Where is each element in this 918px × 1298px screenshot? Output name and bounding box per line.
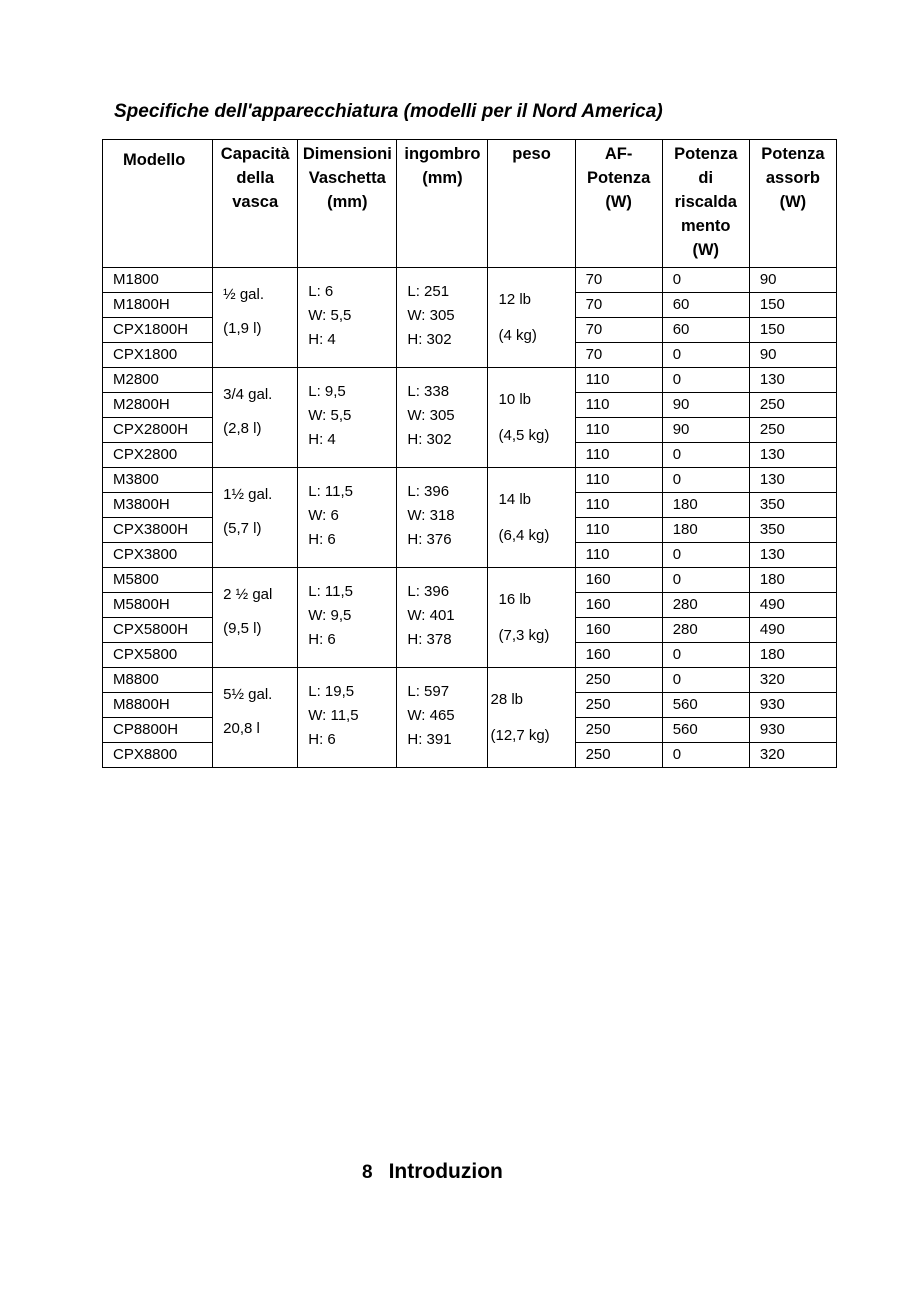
heating-power-cell: 560 [662, 718, 749, 743]
model-cell: M8800 [103, 668, 213, 693]
overall-dimensions-line: L: 396 [407, 483, 450, 500]
af-power-cell: 160 [575, 643, 662, 668]
table-row [103, 568, 837, 593]
model-cell: M1800H [103, 293, 213, 318]
absorbed-power-cell: 250 [749, 418, 836, 443]
capacity-line: (5,7 l) [223, 520, 262, 537]
tank-dimensions-cell [298, 268, 397, 368]
tank-dimensions-line: L: 9,5 [308, 383, 346, 400]
column-header-line: ingombro [404, 145, 481, 163]
model-cell: CP8800H [103, 718, 213, 743]
column-header-line: (mm) [327, 193, 368, 211]
table-row [103, 268, 837, 293]
overall-dimensions-cell [397, 268, 488, 368]
heating-power-cell: 60 [662, 293, 749, 318]
overall-dimensions-line: H: 378 [407, 631, 452, 648]
model-cell: M2800 [103, 368, 213, 393]
tank-dimensions-cell [298, 468, 397, 568]
af-power-cell: 70 [575, 343, 662, 368]
table-row [103, 668, 837, 693]
af-power-cell: 160 [575, 568, 662, 593]
overall-dimensions-line: L: 396 [407, 583, 450, 600]
capacity-line: 5½ gal. [223, 686, 273, 703]
heating-power-cell: 90 [662, 393, 749, 418]
table-row [103, 368, 837, 393]
overall-dimensions-cell [397, 368, 488, 468]
tank-dimensions-line: W: 5,5 [308, 307, 352, 324]
weight-line: 12 lb [498, 291, 532, 308]
af-power-cell: 250 [575, 718, 662, 743]
column-header-line: AF- [604, 145, 633, 163]
overall-dimensions-cell [397, 668, 488, 768]
overall-dimensions-line: L: 597 [407, 683, 450, 700]
af-power-cell: 110 [575, 393, 662, 418]
weight-cell [488, 668, 575, 768]
overall-dimensions-line: W: 305 [407, 307, 455, 324]
column-header-line: assorb [765, 169, 820, 187]
heating-power-cell: 0 [662, 668, 749, 693]
tank-dimensions-line: L: 11,5 [308, 483, 354, 500]
model-cell: M2800H [103, 393, 213, 418]
model-cell: CPX1800 [103, 343, 213, 368]
weight-line: (4 kg) [498, 327, 537, 344]
table-row [103, 468, 837, 493]
af-power-cell: 110 [575, 543, 662, 568]
tank-dimensions-line: H: 4 [308, 431, 336, 448]
table-header-row [103, 140, 837, 268]
spec-table [102, 139, 837, 768]
column-header [749, 140, 836, 268]
overall-dimensions-cell [397, 468, 488, 568]
capacity-line: 2 ½ gal [223, 586, 273, 603]
column-header [298, 140, 397, 268]
weight-cell [488, 568, 575, 668]
column-header [575, 140, 662, 268]
overall-dimensions-line: H: 376 [407, 531, 452, 548]
page-number: 8 [362, 1162, 373, 1183]
tank-dimensions-line: H: 6 [308, 631, 336, 648]
af-power-cell: 70 [575, 268, 662, 293]
af-power-cell: 110 [575, 368, 662, 393]
column-header-line: Capacità [220, 145, 290, 163]
heating-power-cell: 280 [662, 593, 749, 618]
af-power-cell: 70 [575, 318, 662, 343]
heating-power-cell: 0 [662, 743, 749, 768]
model-cell: CPX5800H [103, 618, 213, 643]
weight-line: (6,4 kg) [498, 527, 550, 544]
column-header-line: Potenza [674, 145, 738, 163]
column-header-line: della [236, 169, 274, 187]
overall-dimensions-line: H: 302 [407, 331, 452, 348]
model-cell: CPX1800H [103, 318, 213, 343]
overall-dimensions-cell [397, 568, 488, 668]
overall-dimensions-line: L: 251 [407, 283, 450, 300]
absorbed-power-cell: 350 [749, 493, 836, 518]
af-power-cell: 70 [575, 293, 662, 318]
model-cell: M3800H [103, 493, 213, 518]
column-header [488, 140, 575, 268]
absorbed-power-cell: 130 [749, 443, 836, 468]
overall-dimensions-line: W: 465 [407, 707, 455, 724]
heating-power-cell: 0 [662, 568, 749, 593]
absorbed-power-cell: 90 [749, 268, 836, 293]
overall-dimensions-line: W: 305 [407, 407, 455, 424]
absorbed-power-cell: 150 [749, 293, 836, 318]
model-cell: CPX2800H [103, 418, 213, 443]
heating-power-cell: 0 [662, 543, 749, 568]
column-header-line: Potenza [761, 145, 825, 163]
column-header-line: vasca [232, 193, 279, 211]
heating-power-cell: 180 [662, 493, 749, 518]
absorbed-power-cell: 320 [749, 743, 836, 768]
column-header-line: (W) [605, 193, 632, 211]
weight-cell [488, 468, 575, 568]
heating-power-cell: 180 [662, 518, 749, 543]
absorbed-power-cell: 320 [749, 668, 836, 693]
tank-dimensions-cell [298, 368, 397, 468]
capacity-line: 3/4 gal. [223, 386, 273, 403]
table-body [103, 268, 837, 768]
weight-line: (4,5 kg) [498, 427, 550, 444]
heating-power-cell: 0 [662, 268, 749, 293]
page-title: Specifiche dell'apparecchiatura (modelli per il Nord America) [114, 101, 663, 122]
tank-dimensions-line: L: 19,5 [308, 683, 355, 700]
absorbed-power-cell: 490 [749, 618, 836, 643]
heating-power-cell: 0 [662, 443, 749, 468]
weight-line: 28 lb [490, 691, 524, 708]
overall-dimensions-line: H: 391 [407, 731, 452, 748]
tank-dimensions-line: H: 4 [308, 331, 336, 348]
af-power-cell: 250 [575, 668, 662, 693]
absorbed-power-cell: 130 [749, 468, 836, 493]
tank-dimensions-line: H: 6 [308, 531, 336, 548]
capacity-cell [213, 368, 298, 468]
absorbed-power-cell: 90 [749, 343, 836, 368]
tank-dimensions-line: L: 11,5 [308, 583, 354, 600]
tank-dimensions-line: W: 5,5 [308, 407, 352, 424]
column-header [662, 140, 749, 268]
model-cell: M5800 [103, 568, 213, 593]
column-header-line: Vaschetta [308, 169, 386, 187]
model-cell: M1800 [103, 268, 213, 293]
tank-dimensions-line: W: 9,5 [308, 607, 352, 624]
tank-dimensions-line: H: 6 [308, 731, 336, 748]
overall-dimensions-line: W: 318 [407, 507, 455, 524]
overall-dimensions-line: H: 302 [407, 431, 452, 448]
column-header-line: mento [681, 217, 731, 235]
model-cell: CPX5800 [103, 643, 213, 668]
weight-line: (7,3 kg) [498, 627, 550, 644]
weight-cell [488, 368, 575, 468]
capacity-line: ½ gal. [223, 286, 265, 303]
capacity-cell [213, 668, 298, 768]
overall-dimensions-line: W: 401 [407, 607, 455, 624]
section-title: Introduzion [388, 1160, 503, 1183]
af-power-cell: 110 [575, 493, 662, 518]
af-power-cell: 250 [575, 743, 662, 768]
model-cell: M3800 [103, 468, 213, 493]
column-header-line: (W) [692, 241, 720, 259]
absorbed-power-cell: 930 [749, 718, 836, 743]
weight-line: (12,7 kg) [490, 727, 550, 744]
model-cell: M5800H [103, 593, 213, 618]
af-power-cell: 110 [575, 418, 662, 443]
heating-power-cell: 60 [662, 318, 749, 343]
weight-cell [488, 268, 575, 368]
absorbed-power-cell: 180 [749, 643, 836, 668]
page-footer [362, 1160, 503, 1184]
tank-dimensions-cell [298, 668, 397, 768]
capacity-line: (2,8 l) [223, 420, 262, 437]
absorbed-power-cell: 930 [749, 693, 836, 718]
model-cell: CPX3800H [103, 518, 213, 543]
capacity-cell [213, 568, 298, 668]
column-header-line: Potenza [587, 169, 651, 187]
weight-line: 10 lb [498, 391, 532, 408]
absorbed-power-cell: 250 [749, 393, 836, 418]
model-cell: CPX3800 [103, 543, 213, 568]
column-header [103, 140, 213, 268]
heating-power-cell: 0 [662, 343, 749, 368]
absorbed-power-cell: 150 [749, 318, 836, 343]
capacity-line: (9,5 l) [223, 620, 262, 637]
absorbed-power-cell: 180 [749, 568, 836, 593]
column-header-line: peso [512, 145, 551, 163]
column-header [213, 140, 298, 268]
tank-dimensions-line: W: 6 [308, 507, 339, 524]
column-header-line: di [698, 169, 714, 187]
tank-dimensions-cell [298, 568, 397, 668]
heating-power-cell: 0 [662, 643, 749, 668]
capacity-line: (1,9 l) [223, 320, 262, 337]
af-power-cell: 250 [575, 693, 662, 718]
overall-dimensions-line: L: 338 [407, 383, 450, 400]
capacity-cell [213, 468, 298, 568]
af-power-cell: 110 [575, 443, 662, 468]
heating-power-cell: 560 [662, 693, 749, 718]
model-cell: CPX2800 [103, 443, 213, 468]
weight-line: 14 lb [498, 491, 532, 508]
heating-power-cell: 90 [662, 418, 749, 443]
capacity-cell [213, 268, 298, 368]
tank-dimensions-line: W: 11,5 [308, 707, 359, 724]
column-header-line: (mm) [422, 169, 463, 187]
heating-power-cell: 0 [662, 468, 749, 493]
column-header-line: riscalda [674, 193, 737, 211]
heating-power-cell: 280 [662, 618, 749, 643]
model-cell: M8800H [103, 693, 213, 718]
absorbed-power-cell: 350 [749, 518, 836, 543]
weight-line: 16 lb [498, 591, 532, 608]
column-header-line: Dimensioni [302, 145, 392, 163]
model-cell: CPX8800 [103, 743, 213, 768]
tank-dimensions-line: L: 6 [308, 283, 334, 300]
capacity-line: 1½ gal. [223, 486, 273, 503]
column-header [397, 140, 488, 268]
af-power-cell: 110 [575, 468, 662, 493]
af-power-cell: 160 [575, 593, 662, 618]
capacity-line: 20,8 l [223, 720, 260, 737]
absorbed-power-cell: 490 [749, 593, 836, 618]
column-header-line: (W) [779, 193, 807, 211]
absorbed-power-cell: 130 [749, 543, 836, 568]
heating-power-cell: 0 [662, 368, 749, 393]
af-power-cell: 160 [575, 618, 662, 643]
column-header-line: Modello [123, 151, 186, 169]
absorbed-power-cell: 130 [749, 368, 836, 393]
af-power-cell: 110 [575, 518, 662, 543]
